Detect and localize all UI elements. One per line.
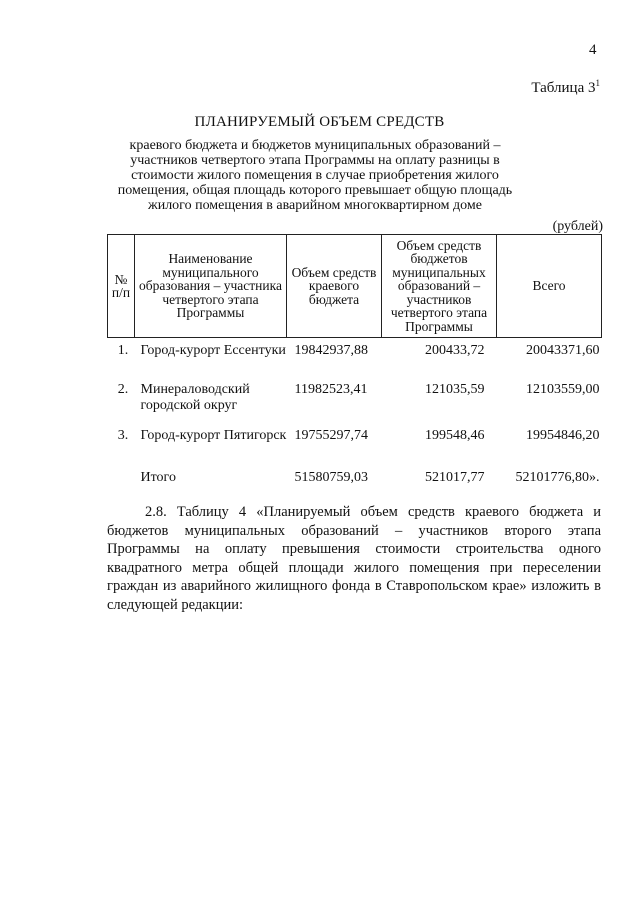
row-number: 2. — [117, 382, 129, 397]
row-municipality: Минераловодский городской округ — [140, 382, 250, 413]
table-label-text: Таблица 3 — [531, 80, 596, 96]
document-title: ПЛАНИРУЕМЫЙ ОБЪЕМ СРЕДСТВ — [194, 114, 445, 130]
row-municipal-budget: 200433,72 — [425, 343, 485, 358]
table-label-superscript: 1 — [595, 78, 600, 88]
table-label — [531, 80, 600, 97]
table-row — [108, 338, 602, 383]
header-total: Всего — [497, 235, 602, 338]
total-row-number — [108, 470, 135, 494]
total-sum: 52101776,80». — [515, 470, 600, 485]
document-subtitle: краевого бюджета и бюджетов муниципальных образований – участников четвертого этапа Программы на оплату разницы в стоимости жилого помещения в случае приобретения жилого помещения, общая площадь которого превышает общую площадь жилого помещения в аварийном многоквартирном доме — [117, 138, 513, 213]
table-row — [108, 382, 602, 428]
row-total: 20043371,60 — [526, 343, 600, 358]
table-total-row — [108, 470, 602, 494]
row-regional-budget: 11982523,41 — [294, 382, 368, 397]
header-municipal-budget: Объем средств бюджетов муниципальных образований – участников четвертого этапа Программы — [382, 235, 497, 338]
row-number: 1. — [117, 343, 129, 358]
row-number: 3. — [117, 428, 129, 443]
header-municipality: Наименование муниципального образования – участника четвертого этапа Программы — [135, 235, 287, 338]
row-regional-budget: 19755297,74 — [294, 428, 368, 443]
header-number: № п/п — [108, 235, 135, 338]
row-municipal-budget: 199548,46 — [425, 428, 485, 443]
total-municipal-budget: 521017,77 — [425, 470, 485, 485]
row-regional-budget: 19842937,88 — [294, 343, 368, 358]
row-municipal-budget: 121035,59 — [425, 382, 485, 397]
row-total: 19954846,20 — [526, 428, 600, 443]
table-row — [108, 428, 602, 470]
table-header-row — [108, 235, 602, 338]
total-regional-budget: 51580759,03 — [294, 470, 368, 485]
header-regional-budget: Объем средств краевого бюджета — [287, 235, 382, 338]
row-total: 12103559,00 — [526, 382, 600, 397]
total-label: Итого — [140, 470, 176, 485]
row-municipality: Город-курорт Пятигорск — [140, 428, 287, 443]
page-number: 4 — [589, 42, 597, 58]
row-municipality: Город-курорт Ессентуки — [140, 343, 286, 358]
funding-table — [107, 234, 602, 494]
body-paragraph: 2.8. Таблицу 4 «Планируемый объем средств краевого бюджета и бюджетов муниципальных образований – участников второго этапа Программы на оплату превышения стоимости строительства одного квадратного метра общей площади жилого помещения при переселении граждан из аварийного жилищного фонда в Ставропольском крае» изложить в следующей редакции: — [107, 504, 601, 613]
units-label: (рублей) — [552, 219, 603, 234]
